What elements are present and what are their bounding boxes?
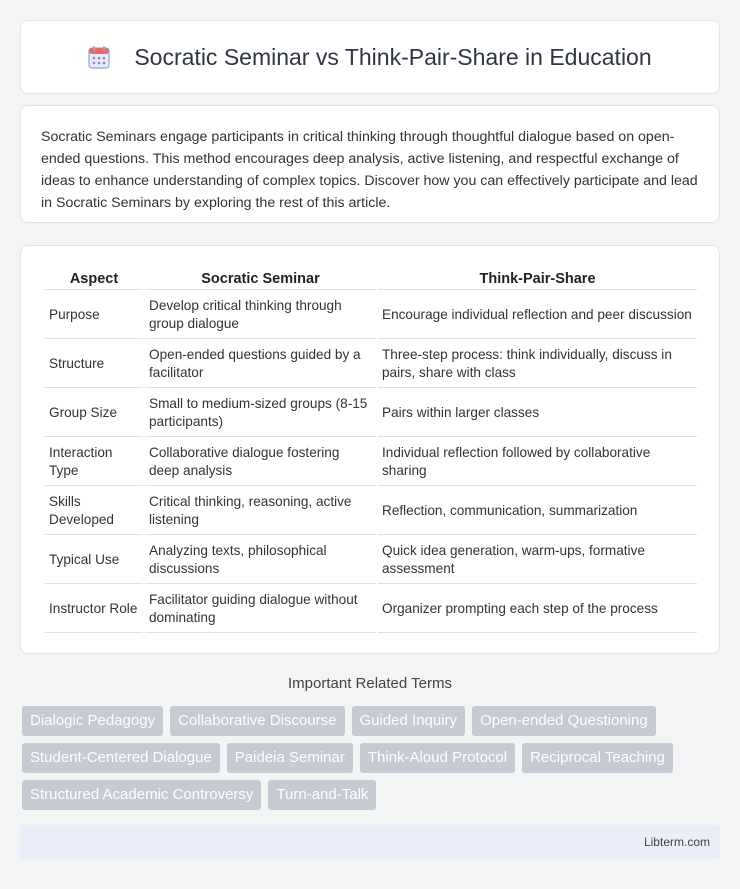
intro-paragraph: Socratic Seminars engage participants in critical thinking through thoughtful dialogue based on open-ended questions. This method encourages deep analysis, active listening, and respectful exchange of ideas to enhance understanding of complex topics. Discover how you can effectively participate and lead in Socratic Seminars by exploring the rest of this article. — [41, 129, 698, 211]
tps-cell: Three-step process: think individually, discuss in pairs, share with class — [378, 341, 697, 388]
related-term-tag[interactable]: Guided Inquiry — [352, 706, 466, 736]
socratic-cell: Collaborative dialogue fostering deep analysis — [145, 439, 376, 486]
intro-card — [20, 105, 720, 223]
comparison-table-card — [20, 245, 720, 654]
tps-cell: Encourage individual reflection and peer discussion — [378, 292, 697, 339]
related-term-tag[interactable]: Collaborative Discourse — [170, 706, 344, 736]
table-row — [45, 537, 697, 584]
comparison-table — [43, 266, 699, 635]
socratic-cell: Small to medium-sized groups (8-15 participants) — [145, 390, 376, 437]
column-header-socratic: Socratic Seminar — [145, 268, 376, 290]
related-terms-list — [22, 706, 722, 810]
footer-site-link[interactable]: Libterm.com — [643, 835, 710, 849]
socratic-cell: Critical thinking, reasoning, active listening — [145, 488, 376, 535]
page-title: Socratic Seminar vs Think-Pair-Share in Education — [134, 43, 652, 70]
related-term-tag[interactable]: Structured Academic Controversy — [22, 780, 261, 810]
tps-cell: Organizer prompting each step of the process — [378, 586, 697, 633]
aspect-cell: Structure — [45, 341, 143, 388]
socratic-cell: Develop critical thinking through group dialogue — [145, 292, 376, 339]
table-row — [45, 586, 697, 633]
header-card — [20, 20, 720, 94]
aspect-cell: Purpose — [45, 292, 143, 339]
tps-cell: Quick idea generation, warm-ups, formative assessment — [378, 537, 697, 584]
related-term-tag[interactable]: Student-Centered Dialogue — [22, 743, 220, 773]
footer — [20, 825, 720, 859]
related-term-tag[interactable]: Turn-and-Talk — [268, 780, 376, 810]
related-term-tag[interactable]: Paideia Seminar — [227, 743, 353, 773]
related-terms-title: Important Related Terms — [288, 675, 452, 692]
socratic-cell: Analyzing texts, philosophical discussions — [145, 537, 376, 584]
socratic-cell: Facilitator guiding dialogue without dominating — [145, 586, 376, 633]
table-row — [45, 439, 697, 486]
related-term-tag[interactable]: Reciprocal Teaching — [522, 743, 673, 773]
tps-cell: Individual reflection followed by collaborative sharing — [378, 439, 697, 486]
table-row — [45, 341, 697, 388]
aspect-cell: Skills Developed — [45, 488, 143, 535]
aspect-cell: Instructor Role — [45, 586, 143, 633]
table-row — [45, 488, 697, 535]
related-term-tag[interactable]: Think-Aloud Protocol — [360, 743, 515, 773]
related-term-tag[interactable]: Dialogic Pedagogy — [22, 706, 163, 736]
aspect-cell: Interaction Type — [45, 439, 143, 486]
tps-cell: Reflection, communication, summarization — [378, 488, 697, 535]
tps-cell: Pairs within larger classes — [378, 390, 697, 437]
aspect-cell: Typical Use — [45, 537, 143, 584]
calendar-icon — [88, 45, 110, 69]
table-header-row — [45, 268, 697, 290]
column-header-tps: Think-Pair-Share — [378, 268, 697, 290]
table-row — [45, 390, 697, 437]
related-term-tag[interactable]: Open-ended Questioning — [472, 706, 656, 736]
column-header-aspect: Aspect — [45, 268, 143, 290]
socratic-cell: Open-ended questions guided by a facilitator — [145, 341, 376, 388]
table-row — [45, 292, 697, 339]
aspect-cell: Group Size — [45, 390, 143, 437]
